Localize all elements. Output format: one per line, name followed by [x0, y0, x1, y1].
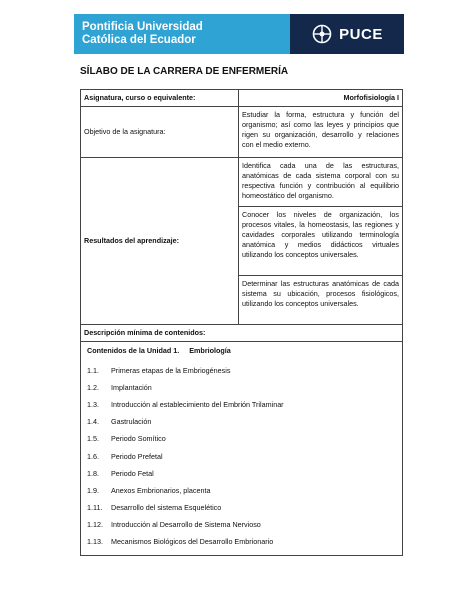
unit-item-title: Mecanismos Biológicos del Desarrollo Embrionario [111, 537, 274, 547]
unit-item-title: Implantación [111, 382, 152, 392]
unit-item-title: Anexos Embrionarios, placenta [111, 485, 211, 495]
unit-item-title: Introducción al Desarrollo de Sistema Nervioso [111, 520, 261, 530]
unit-item [81, 500, 402, 517]
contents-label: Descripción mínima de contenidos: [81, 325, 403, 342]
unit-item-number: 1.8. [87, 468, 99, 478]
unit-item-title: Periodo Fetal [111, 468, 154, 478]
results-label: Resultados del aprendizaje: [81, 158, 239, 325]
result-item: Determinar las estructuras anatómicas de cada sistema su ubicación, procesos fisiológicos, utilizando los conceptos universales. [239, 276, 403, 325]
course-value: Morfofisiología I [239, 90, 403, 107]
unit-item [81, 448, 402, 465]
unit-item-title: Desarrollo del sistema Esquelético [111, 503, 222, 513]
crest-icon [311, 23, 333, 45]
unit-item-title: Introducción al establecimiento del Embrión Trilaminar [111, 399, 284, 409]
unit-item-number: 1.11. [87, 503, 103, 513]
unit-name: Embriología [189, 346, 231, 355]
syllabus-table [80, 89, 403, 556]
unit-item-number: 1.5. [87, 434, 99, 444]
course-label: Asignatura, curso o equivalente: [81, 90, 239, 107]
contents-row [81, 325, 403, 342]
unit-item-number: 1.6. [87, 451, 99, 461]
results-row [81, 158, 403, 207]
unit-item-title: Periodo Prefetal [111, 451, 163, 461]
unit-contents [81, 342, 403, 556]
unit-item-number: 1.12. [87, 520, 103, 530]
unit-item [81, 379, 402, 396]
unit-item [81, 414, 402, 431]
unit-item-number: 1.4. [87, 417, 99, 427]
unit-item [81, 465, 402, 482]
unit-item [81, 482, 402, 499]
unit-item [81, 534, 402, 551]
unit-item [81, 431, 402, 448]
unit-item [81, 396, 402, 413]
university-name-line1: Pontificia Universidad [82, 21, 203, 33]
university-name-line2: Católica del Ecuador [82, 34, 196, 46]
puce-logo [290, 14, 404, 54]
unit-item-number: 1.13. [87, 537, 103, 547]
result-item: Identifica cada una de las estructuras, anatómicas de cada sistema corporal con su respectiva función y contribución al equilibrio homeostático del organismo. [239, 158, 403, 207]
unit-item-list [81, 362, 402, 551]
unit-item-title: Periodo Somítico [111, 434, 166, 444]
unit-item-number: 1.1. [87, 365, 99, 375]
unit-row [81, 342, 403, 556]
unit-item-number: 1.3. [87, 399, 99, 409]
unit-title: Contenidos de la Unidad 1. [87, 346, 180, 355]
unit-heading [81, 342, 402, 362]
course-row [81, 90, 403, 107]
unit-item-title: Primeras etapas de la Embriogénesis [111, 365, 231, 375]
unit-item [81, 362, 402, 379]
unit-item [81, 517, 402, 534]
page-title: SÍLABO DE LA CARRERA DE ENFERMERÍA [80, 66, 289, 77]
objective-text: Estudiar la forma, estructura y función del organismo; así como las leyes y principios que rigen su organización, desarrollo y relaciones con el medio externo. [239, 107, 403, 158]
unit-item-number: 1.9. [87, 485, 99, 495]
puce-wordmark: PUCE [339, 25, 383, 43]
objective-row [81, 107, 403, 158]
unit-item-number: 1.2. [87, 382, 99, 392]
unit-item-title: Gastrulación [111, 417, 152, 427]
university-name-banner [74, 14, 290, 54]
result-item: Conocer los niveles de organización, los procesos vitales, la homeostasis, las regiones y cavidades corporales utilizando terminología anatómica y medios didácticos virtuales utilizando los conceptos universales. [239, 207, 403, 276]
objective-label: Objetivo de la asignatura: [81, 107, 239, 158]
university-header [74, 14, 404, 54]
